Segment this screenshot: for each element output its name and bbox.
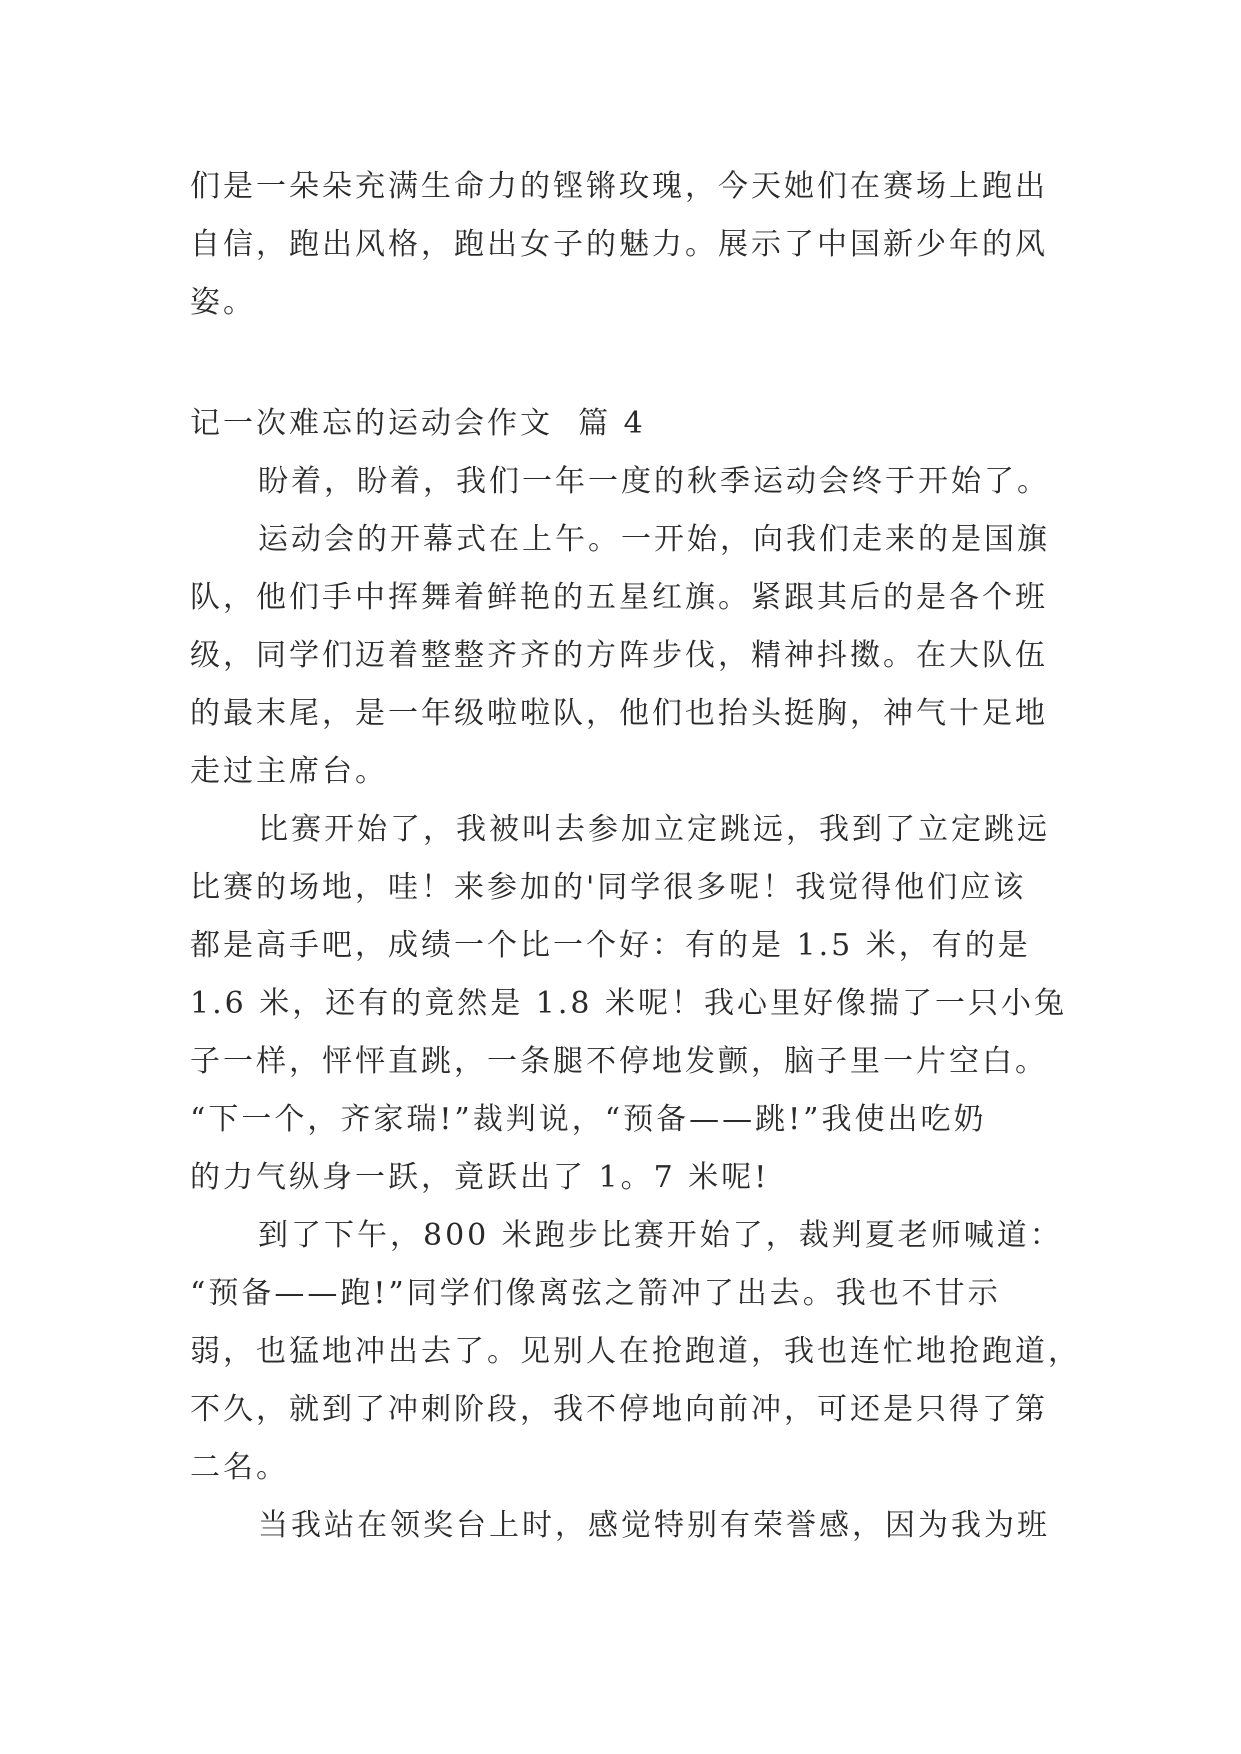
section-heading: 记一次难忘的运动会作文 篇 4 <box>190 406 646 441</box>
text-line: 二名。 <box>190 1450 289 1485</box>
text-line: “下一个，齐家瑞!”裁判说，“预备——跳!”我使出吃奶 <box>190 1102 987 1137</box>
text-line: 们是一朵朵充满生命力的铿锵玫瑰，今天她们在赛场上跑出 <box>190 169 1048 204</box>
text-line: 运动会的开幕式在上午。一开始，向我们走来的是国旗 <box>258 522 1050 557</box>
text-line: 队，他们手中挥舞着鲜艳的五星红旗。紧跟其后的是各个班 <box>190 580 1048 615</box>
previous-section-tail <box>190 158 1070 332</box>
paragraph <box>190 511 1070 801</box>
text-line: 到了下午，800 米跑步比赛开始了，裁判夏老师喊道： <box>258 1218 1063 1253</box>
text-line: 弱，也猛地冲出去了。见别人在抢跑道，我也连忙地抢跑道， <box>190 1334 1081 1369</box>
text-line: “预备——跑!”同学们像离弦之箭冲了出去。我也不甘示 <box>190 1276 1001 1311</box>
paragraph <box>190 453 1070 511</box>
text-line: 比赛开始了，我被叫去参加立定跳远，我到了立定跳远 <box>258 812 1050 847</box>
text-line: 比赛的场地，哇！来参加的'同学很多呢！我觉得他们应该 <box>190 870 1027 905</box>
text-line: 盼着，盼着，我们一年一度的秋季运动会终于开始了。 <box>258 464 1050 499</box>
paragraph <box>190 1497 1070 1555</box>
text-line: 自信，跑出风格，跑出女子的魅力。展示了中国新少年的风 <box>190 227 1048 262</box>
text-line: 姿。 <box>190 285 256 320</box>
text-line: 都是高手吧，成绩一个比一个好：有的是 1.5 米，有的是 <box>190 928 1031 963</box>
essay-body <box>190 453 1081 1555</box>
text-line: 当我站在领奖台上时，感觉特别有荣誉感，因为我为班 <box>258 1508 1050 1543</box>
text-line: 不久，就到了冲刺阶段，我不停地向前冲，可还是只得了第 <box>190 1392 1048 1427</box>
paragraph <box>190 1207 1081 1497</box>
text-line: 走过主席台。 <box>190 754 388 789</box>
text-line: 子一样，怦怦直跳，一条腿不停地发颤，脑子里一片空白。 <box>190 1044 1048 1079</box>
section-heading-block <box>190 395 1070 453</box>
text-line: 的力气纵身一跃，竟跃出了 1。7 米呢! <box>190 1160 770 1195</box>
text-line: 的最末尾，是一年级啦啦队，他们也抬头挺胸，神气十足地 <box>190 696 1048 731</box>
text-line: 级，同学们迈着整整齐齐的方阵步伐，精神抖擞。在大队伍 <box>190 638 1048 673</box>
text-line: 1.6 米，还有的竟然是 1.8 米呢！我心里好像揣了一只小兔 <box>190 986 1068 1021</box>
paragraph <box>190 801 1070 1207</box>
